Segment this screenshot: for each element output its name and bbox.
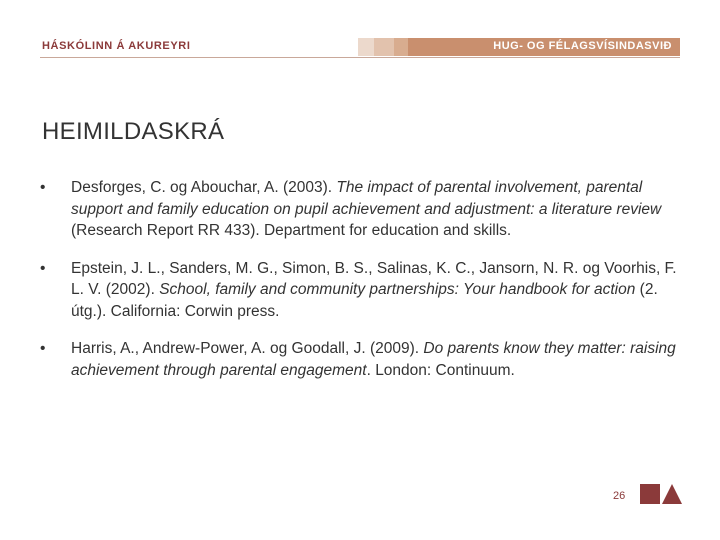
bullet: • [40, 340, 46, 357]
reference-title: The impact of parental involvement, parental support and family education on pupil achievement and adjustment: a literature review [71, 179, 662, 218]
header-faculty: HUG- OG FÉLAGSVÍSINDASVIÐ [493, 40, 672, 52]
logo-square [640, 484, 660, 504]
bullet: • [40, 259, 46, 277]
reference-details: . London: Continuum. [366, 361, 515, 379]
header-color-bands [358, 38, 680, 56]
reference-details: (Research Report RR 433). Department for education and skills. [71, 222, 512, 239]
reference-authors: Desforges, C. og Abouchar, A. (2003). [71, 179, 337, 196]
reference-title: School, family and community partnerships: Your handbook for action [159, 281, 636, 298]
band-3 [394, 38, 408, 56]
band-2 [374, 38, 394, 56]
band-1 [358, 38, 374, 56]
reference-item [40, 338, 680, 381]
reference-details: (2. útg.). California: Corwin press. [71, 281, 658, 320]
reference-authors: Epstein, J. L., Sanders, M. G., Simon, B. S., Salinas, K. C., Jansorn, N. R. og Voorhis, F. L. V. (2002). [71, 259, 677, 298]
university-logo-icon [640, 480, 684, 506]
page-title: HEIMILDASKRÁ [42, 118, 225, 145]
bullet: • [40, 179, 46, 196]
band-main [408, 38, 680, 56]
logo-triangle [662, 484, 682, 504]
reference-authors: Harris, A., Andrew-Power, A. og Goodall, J. (2009). [71, 340, 424, 357]
reference-list [40, 177, 680, 397]
reference-item [40, 177, 680, 242]
reference-item [40, 258, 680, 323]
header-divider [40, 57, 680, 58]
page-number: 26 [613, 490, 626, 502]
header-institution: HÁSKÓLINN Á AKUREYRI [42, 40, 191, 52]
reference-title: Do parents know they matter: raising achievement through parental engagement [71, 340, 676, 379]
